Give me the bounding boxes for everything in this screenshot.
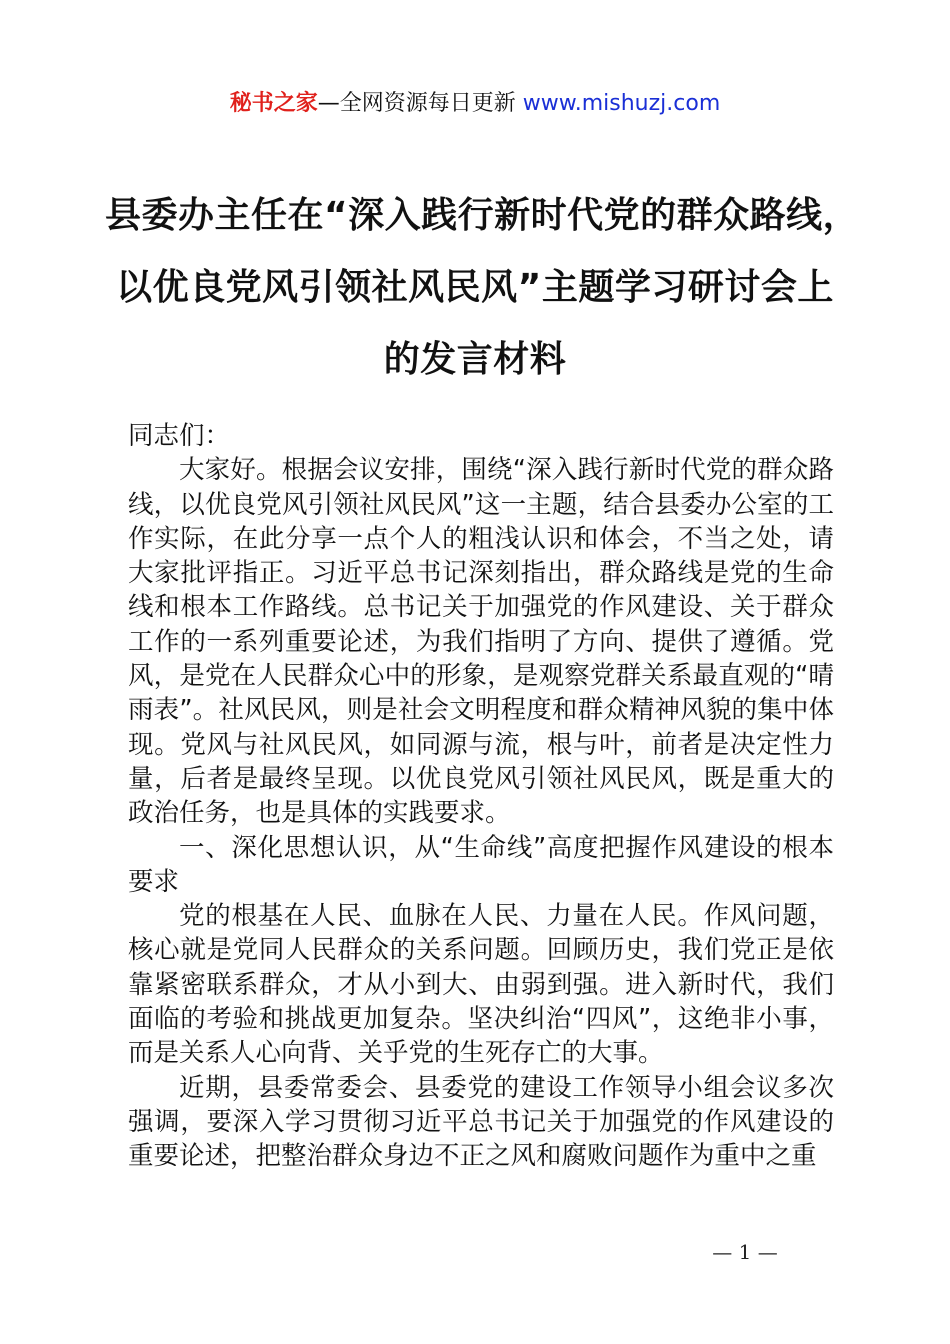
title-line-2: 以优良党风引领社风民风”主题学习研讨会上 — [116, 267, 834, 308]
section-heading-1: 一、深化思想认识，从“生命线”高度把握作风建设的根本要求 — [128, 832, 834, 897]
paragraph-recent: 近期，县委常委会、县委党的建设工作领导小组会议多次强调，要深入学习贯彻习近平总书记关于加强党的作风建设的重要论述，把整治群众身边不正之风和腐败问题作为重中之重 — [128, 1072, 834, 1172]
salutation: 同志们： — [128, 421, 231, 451]
document-body — [128, 419, 834, 1174]
site-header — [0, 86, 950, 122]
brand-name: 秘书之家 — [229, 91, 318, 116]
header-slogan: —全网资源每日更新 — [317, 91, 523, 116]
paragraph-section-1: 党的根基在人民、血脉在人民、力量在人民。作风问题，核心就是党同人民群众的关系问题。回顾历史，我们党正是依靠紧密联系群众，才从小到大、由弱到强。进入新时代，我们面临的考验和挑战更加复杂。坚决纠治“四风”，这绝非小事，而是关系人心向背、关乎党的生死存亡的大事。 — [128, 901, 834, 1069]
title-line-1: 县委办主任在“深入践行新时代党的群众路线， — [105, 195, 860, 236]
page-number: — 1 — — [712, 1240, 778, 1264]
title-line-3: 的发言材料 — [383, 339, 567, 380]
document-title — [105, 180, 860, 396]
paragraph-intro: 大家好。根据会议安排，围绕“深入践行新时代党的群众路线，以优良党风引领社风民风”这一主题，结合县委办公室的工作实际，在此分享一点个人的粗浅认识和体会，不当之处，请大家批评指正。习近平总书记深刻指出，群众路线是党的生命线和根本工作路线。总书记关于加强党的作风建设、关于群众工作的一系列重要论述，为我们指明了方向、提供了遵循。党风，是党在人民群众心中的形象，是观察党群关系最直观的“晴雨表”。社风民风，则是社会文明程度和群众精神风貌的集中体现。党风与社风民风，如同源与流，根与叶，前者是决定性力量，后者是最终呈现。以优良党风引领社风民风，既是重大的政治任务，也是具体的实践要求。 — [128, 455, 834, 829]
website-link[interactable]: www.mishuzj.com — [522, 91, 721, 116]
